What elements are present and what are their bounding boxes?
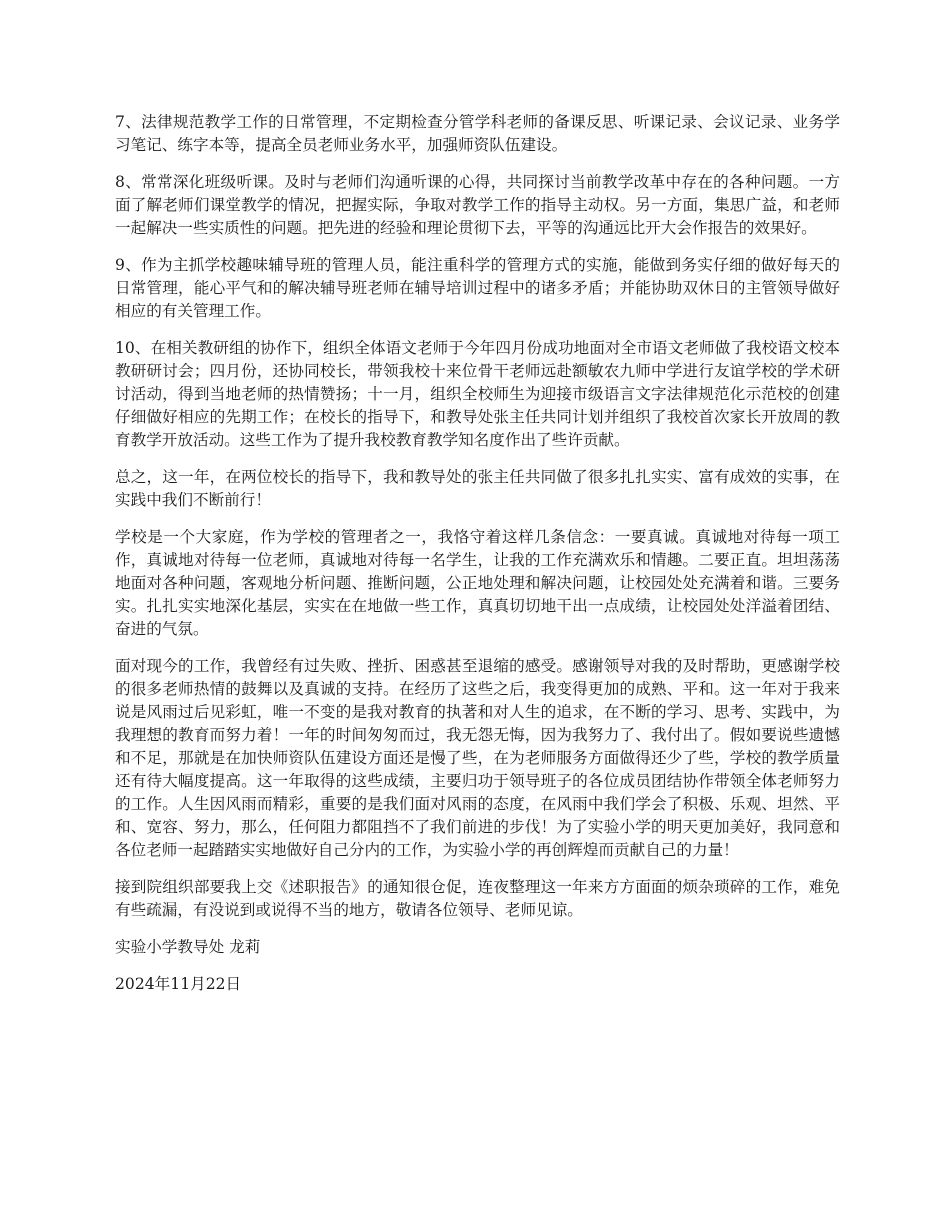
paragraph-item-10: 10、在相关教研组的协作下，组织全体语文老师于今年四月份成功地面对全市语文老师做了我校语文校本教研研讨会；四月份，还协同校长，带领我校十来位骨干老师远赴额敏农九师中学进行友谊学校的学术研讨活动，得到当地老师的热情赞扬；十一月，组织全校师生为迎接市级语言文字法律规范化示范校的创建仔细做好相应的先期工作；在校长的指导下，和教导处张主任共同计划并组织了我校首次家长开放周的教育教学开放活动。这些工作为了提升我校教育教学知名度作出了些许贡献。 — [115, 339, 840, 449]
paragraph-item-8: 8、常常深化班级听课。及时与老师们沟通听课的心得，共同探讨当前教学改革中存在的各种问题。一方面了解老师们课堂教学的情况，把握实际，争取对教学工作的指导主动权。另一方面，集思广益，和老师一起解决一些实质性的问题。把先进的经验和理论贯彻下去，平等的沟通远比开大会作报告的效果好。 — [115, 173, 840, 237]
paragraph-beliefs: 学校是一个大家庭，作为学校的管理者之一，我恪守着这样几条信念：一要真诚。真诚地对待每一项工作，真诚地对待每一位老师，真诚地对待每一名学生，让我的工作充满欢乐和情趣。二要正直。坦坦荡荡地面对各种问题，客观地分析问题、推断问题，公正地处理和解决问题，让校园处处充满着和谐。三要务实。扎扎实实地深化基层，实实在在地做一些工作，真真切切地干出一点成绩，让校园处处洋溢着团结、奋进的气氛。 — [115, 528, 840, 638]
signature-line: 实验小学教导处 龙莉 — [115, 938, 261, 956]
paragraph-item-9: 9、作为主抓学校趣味辅导班的管理人员，能注重科学的管理方式的实施，能做到务实仔细的做好每天的日常管理，能心平气和的解决辅导班老师在辅导培训过程中的诸多矛盾；并能协助双休日的主管领导做好相应的有关管理工作。 — [115, 256, 840, 320]
report-date: 2024年11月22日 — [115, 975, 242, 993]
paragraph-summary: 总之，这一年，在两位校长的指导下，我和教导处的张主任共同做了很多扎扎实实、富有成效的实事，在实践中我们不断前行！ — [115, 468, 840, 509]
paragraph-item-7: 7、法律规范教学工作的日常管理，不定期检查分管学科老师的备课反思、听课记录、会议记录、业务学习笔记、练字本等，提高全员老师业务水平，加强师资队伍建设。 — [115, 113, 840, 154]
paragraph-reflection: 面对现今的工作，我曾经有过失败、挫折、困惑甚至退缩的感受。感谢领导对我的及时帮助，更感谢学校的很多老师热情的鼓舞以及真诚的支持。在经历了这些之后，我变得更加的成熟、平和。这一年对于我来说是风雨过后见彩虹，唯一不变的是我对教育的执著和对人生的追求，在不断的学习、思考、实践中，为我理想的教育而努力着！一年的时间匆匆而过，我无怨无悔，因为我努力了、我付出了。假如要说些遗憾和不足，那就是在加快师资队伍建设方面还是慢了些，在为老师服务方面做得还少了些，学校的教学质量还有待大幅度提高。这一年取得的这些成绩，主要归功于领导班子的各位成员团结协作带领全体老师努力的工作。人生因风雨而精彩，重要的是我们面对风雨的态度，在风雨中我们学会了积极、乐观、坦然、平和、宽容、努力，那么，任何阻力都阻挡不了我们前进的步伐！为了实验小学的明天更加美好，我同意和各位老师一起踏踏实实地做好自己分内的工作，为实验小学的再创辉煌而贡献自己的力量！ — [115, 657, 840, 859]
paragraph-closing: 接到院组织部要我上交《述职报告》的通知很仓促，连夜整理这一年来方方面面的烦杂琐碎的工作，难免有些疏漏，有没说到或说得不当的地方，敬请各位领导、老师见谅。 — [115, 878, 840, 919]
